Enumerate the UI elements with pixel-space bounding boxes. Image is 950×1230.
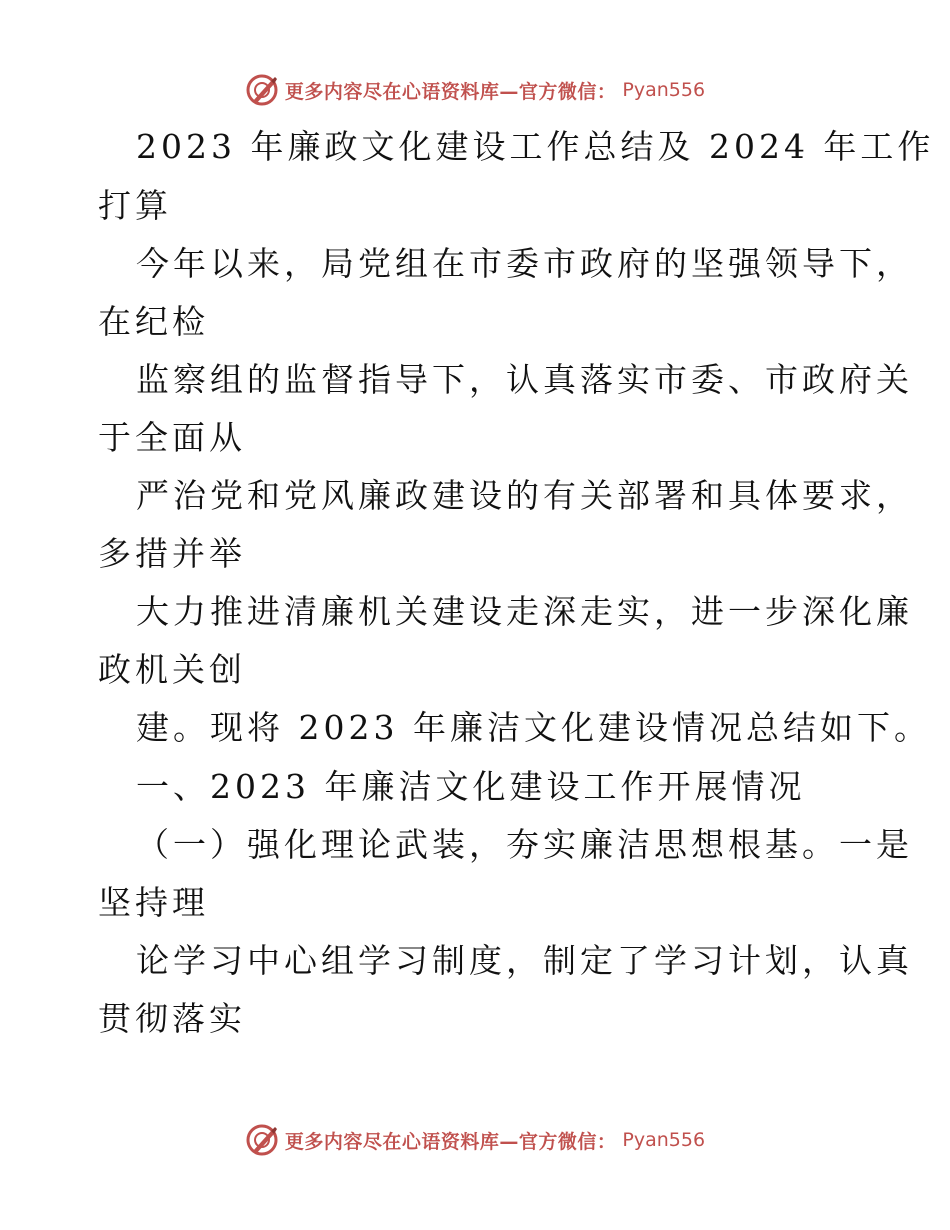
paragraph-line: 政机关创 xyxy=(98,650,246,689)
paragraph-line: 今年以来，局党组在市委市政府的坚强领导下， xyxy=(136,244,913,283)
section-heading: 一、2023 年廉洁文化建设工作开展情况 xyxy=(136,767,806,806)
paragraph-line: 大力推进清廉机关建设走深走实，进一步深化廉 xyxy=(136,592,913,631)
paragraph-line: 于全面从 xyxy=(98,418,246,457)
paragraph-line: 贯彻落实 xyxy=(98,999,246,1038)
paragraph-line: 监察组的监督指导下，认真落实市委、市政府关 xyxy=(136,360,913,399)
banner-wechat-id: Pyan556 xyxy=(622,1129,706,1151)
pen-seal-icon xyxy=(245,73,279,107)
paragraph-line: 多措并举 xyxy=(98,534,246,573)
banner-text: 更多内容尽在心语资料库—官方微信： xyxy=(284,80,617,103)
banner-text: 更多内容尽在心语资料库—官方微信： xyxy=(284,1130,617,1153)
paragraph-line: 坚持理 xyxy=(98,883,209,922)
pen-seal-icon xyxy=(245,1123,279,1157)
title-line-2: 打算 xyxy=(98,186,172,225)
paragraph-line: 建。现将 2023 年廉洁文化建设情况总结如下。 xyxy=(136,708,931,747)
paragraph-line: 论学习中心组学习制度，制定了学习计划，认真 xyxy=(136,941,913,980)
header-banner xyxy=(0,70,950,110)
footer-banner xyxy=(0,1120,950,1160)
subsection-heading: （一）强化理论武装，夯实廉洁思想根基。一是 xyxy=(136,825,913,864)
title-line-1: 2023 年廉政文化建设工作总结及 2024 年工作 xyxy=(136,127,935,166)
paragraph-line: 严治党和党风廉政建设的有关部署和具体要求， xyxy=(136,476,913,515)
paragraph-line: 在纪检 xyxy=(98,302,209,341)
banner-wechat-id: Pyan556 xyxy=(622,79,706,101)
